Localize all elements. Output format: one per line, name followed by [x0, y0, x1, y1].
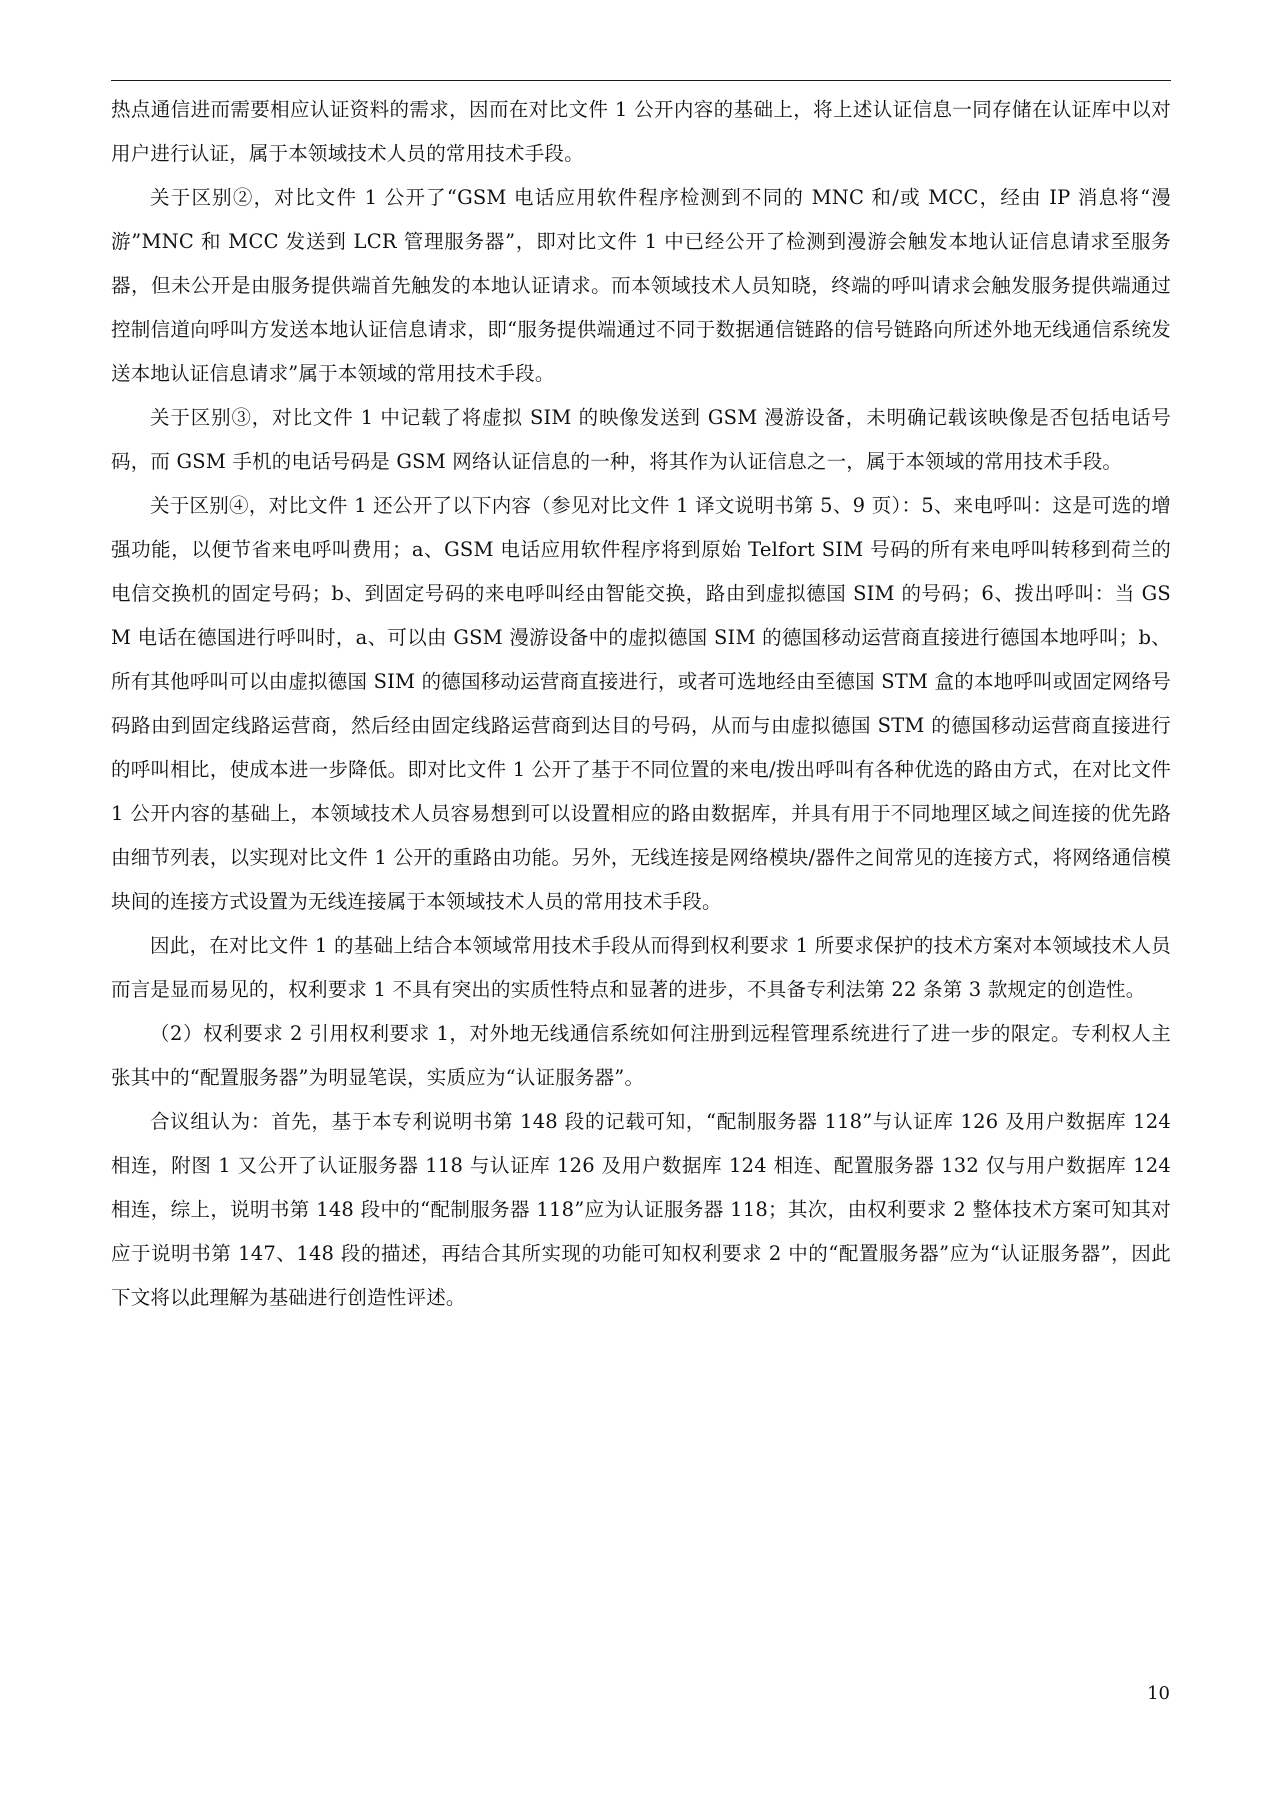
paragraph: 关于区别②，对比文件 1 公开了“GSM 电话应用软件程序检测到不同的 MNC 和/或 MCC，经由 IP 消息将“漫游”MNC 和 MCC 发送到 LCR 管理服务器”，即对比文件 1 中已经公开了检测到漫游会触发本地认证信息请求至服务器，但未公开是由服务提供端首先触发的本地认证请求。而本领域技术人员知晓，终端的呼叫请求会触发服务提供端通过控制信道向呼叫方发送本地认证信息请求，即“服务提供端通过不同于数据通信链路的信号链路向所述外地无线通信系统发送本地认证信息请求”属于本领域的常用技术手段。	[111, 186, 1171, 385]
page-number: 10	[1147, 1683, 1170, 1704]
paragraph: 合议组认为：首先，基于本专利说明书第 148 段的记载可知，“配制服务器 118”与认证库 126 及用户数据库 124 相连，附图 1 又公开了认证服务器 118 与认证库 126 及用户数据库 124 相连、配置服务器 132 仅与用户数据库 124 相连，综上，说明书第 148 段中的“配制服务器 118”应为认证服务器 118；其次，由权利要求 2 整体技术方案可知其对应于说明书第 147、148 段的描述，再结合其所实现的功能可知权利要求 2 中的“配置服务器”应为“认证服务器”，因此下文将以此理解为基础进行创造性评述。	[111, 1110, 1171, 1309]
header-rule	[111, 80, 1171, 81]
paragraph: 关于区别③，对比文件 1 中记载了将虚拟 SIM 的映像发送到 GSM 漫游设备，未明确记载该映像是否包括电话号码，而 GSM 手机的电话号码是 GSM 网络认证信息的一种，将其作为认证信息之一，属于本领域的常用技术手段。	[111, 406, 1171, 473]
document-body	[111, 88, 1171, 1320]
paragraph: 因此，在对比文件 1 的基础上结合本领域常用技术手段从而得到权利要求 1 所要求保护的技术方案对本领域技术人员而言是显而易见的，权利要求 1 不具有突出的实质性特点和显著的进步，不具备专利法第 22 条第 3 款规定的创造性。	[111, 934, 1171, 1001]
paragraph: 关于区别④，对比文件 1 还公开了以下内容（参见对比文件 1 译文说明书第 5、9 页）：5、来电呼叫：这是可选的增强功能，以便节省来电呼叫费用；a、GSM 电话应用软件程序将到原始 Telfort SIM 号码的所有来电呼叫转移到荷兰的电信交换机的固定号码；b、到固定号码的来电呼叫经由智能交换，路由到虚拟德国 SIM 的号码；6、拨出呼叫：当 GSM 电话在德国进行呼叫时，a、可以由 GSM 漫游设备中的虚拟德国 SIM 的德国移动运营商直接进行德国本地呼叫；b、所有其他呼叫可以由虚拟德国 SIM 的德国移动运营商直接进行，或者可选地经由至德国 STM 盒的本地呼叫或固定网络号码路由到固定线路运营商，然后经由固定线路运营商到达目的号码，从而与由虚拟德国 STM 的德国移动运营商直接进行的呼叫相比，使成本进一步降低。即对比文件 1 公开了基于不同位置的来电/拨出呼叫有各种优选的路由方式，在对比文件 1 公开内容的基础上，本领域技术人员容易想到可以设置相应的路由数据库，并具有用于不同地理区域之间连接的优先路由细节列表，以实现对比文件 1 公开的重路由功能。另外，无线连接是网络模块/器件之间常见的连接方式，将网络通信模块间的连接方式设置为无线连接属于本领域技术人员的常用技术手段。	[111, 494, 1171, 913]
paragraph: 热点通信进而需要相应认证资料的需求，因而在对比文件 1 公开内容的基础上，将上述认证信息一同存储在认证库中以对用户进行认证，属于本领域技术人员的常用技术手段。	[111, 98, 1171, 165]
paragraph: （2）权利要求 2 引用权利要求 1，对外地无线通信系统如何注册到远程管理系统进行了进一步的限定。专利权人主张其中的“配置服务器”为明显笔误，实质应为“认证服务器”。	[111, 1022, 1171, 1089]
